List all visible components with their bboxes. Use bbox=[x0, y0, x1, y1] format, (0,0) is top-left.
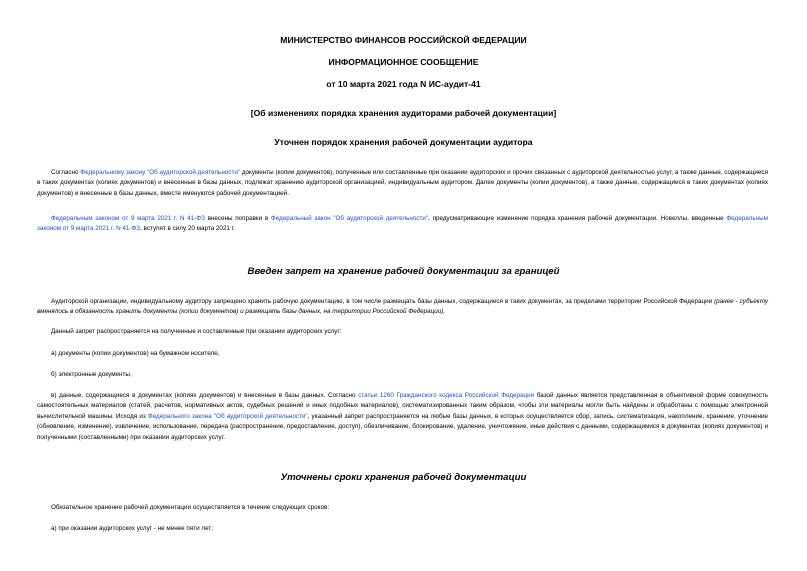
section-1-paragraph-2: Данный запрет распространяется на полученные и составленные при оказании аудиторских услуг: bbox=[51, 328, 342, 335]
text: , предусматривающие изменение порядка хранения рабочей документации. Новеллы, введенные bbox=[428, 215, 727, 222]
section-1-paragraph-1 bbox=[37, 297, 768, 318]
text: внесены поправки в bbox=[204, 215, 271, 222]
text: , указанный запрет распространяется на любые базы данных, в которых осуществляется сбор, запись, систематизация, накопление, хранение, уточнение (обновление, изменение), извлечение, использование, передача (распространение, предоставление, доступ), обезличивание, блокирование, удаление, уничтожение, иные действия с данными, содержащимися в документах (копиях документов) и полученными (составленными) при оказании аудиторских услуг. bbox=[37, 412, 768, 441]
italic-note: (ранее - субъекту вменялось в обязанность хранить документы (копии документов) и размещать базы данных, на территории Российской Федерации). bbox=[37, 298, 768, 316]
text: базой данных является представленная в объективной форме совокупность самостоятельных материалов (статей, расчетов, нормативных актов, судебных решений и иных подобных материалов), систематизированных таким образом, чтобы эти материалы могли быть найдены и обработаны с помощью электронной вычислительной машины. Исходя из bbox=[37, 392, 768, 420]
paragraph-1 bbox=[37, 168, 768, 199]
link-civil-code-1260[interactable]: статье 1260 Гражданского кодекса Российской Федерации bbox=[358, 392, 535, 399]
doc-title: [Об изменениях порядка хранения аудиторами рабочей документации] bbox=[250, 108, 557, 118]
list-item-c bbox=[37, 391, 768, 443]
text: , вступят в силу 20 марта 2021 г. bbox=[140, 225, 235, 233]
doc-date-heading: от 10 марта 2021 года N ИС-аудит-41 bbox=[326, 79, 481, 89]
text: Согласно bbox=[51, 169, 81, 176]
section-2-paragraph-1: Обязательное хранение рабочей документации осуществляется в течение следующих сроков: bbox=[51, 504, 330, 511]
text: в) данные, содержащиеся в документах (копиях документов) и внесенные в базы данных. Согласно bbox=[51, 392, 359, 399]
link-federal-law-41[interactable]: Федеральным законом от 9 марта 2021 г. N 41-ФЗ bbox=[51, 215, 205, 222]
link-federal-law-41[interactable]: Федеральным законом от 9 марта 2021 г. N 41-ФЗ bbox=[37, 215, 768, 233]
list-item-b: б) электронные документы, bbox=[51, 371, 132, 378]
text: документы (копии документов), полученные или составленные при оказании аудиторских и прочих связанных с аудиторской деятельностью услуг, а также данные, содержащиеся в таких документах (копиях документов) и внесенные в базы данных, подлежат хранению аудиторской организацией, индивидуальным аудитором. Далее документы (копии документов), а также данные, содержащиеся в таких документах (копиях документов) и внесенные в базы данных, вместе именуются рабочей документацией. bbox=[37, 169, 768, 197]
text: Аудиторской организации, индивидуальному аудитору запрещено хранить рабочую документацию, в том числе размещать базы данных, содержащиеся в таких документах, за пределами территории Российской Федерации bbox=[51, 298, 715, 305]
ministry-heading: МИНИСТЕРСТВО ФИНАНСОВ РОССИЙСКОЙ ФЕДЕРАЦИИ bbox=[280, 35, 527, 45]
link-auditing-law[interactable]: Федерального закона "Об аудиторской деятельности" bbox=[147, 412, 308, 420]
doc-type-heading: ИНФОРМАЦИОННОЕ СООБЩЕНИЕ bbox=[328, 57, 479, 67]
link-auditing-law[interactable]: Федеральный закон "Об аудиторской деятельности" bbox=[270, 215, 429, 222]
link-auditing-law[interactable]: Федеральному закону "Об аудиторской деятельности" bbox=[80, 169, 241, 176]
list-item-a: а) документы (копии документов) на бумажном носителе, bbox=[51, 350, 220, 357]
paragraph-2 bbox=[37, 214, 768, 235]
section-2-item-a: а) при оказании аудиторских услуг - не менее пяти лет; bbox=[51, 525, 214, 532]
doc-subtitle: Уточнен порядок хранения рабочей документации аудитора bbox=[274, 137, 533, 147]
section-1-heading: Введен запрет на хранение рабочей документации за границей bbox=[247, 266, 560, 277]
section-2-heading: Уточнены сроки хранения рабочей документации bbox=[280, 472, 527, 483]
